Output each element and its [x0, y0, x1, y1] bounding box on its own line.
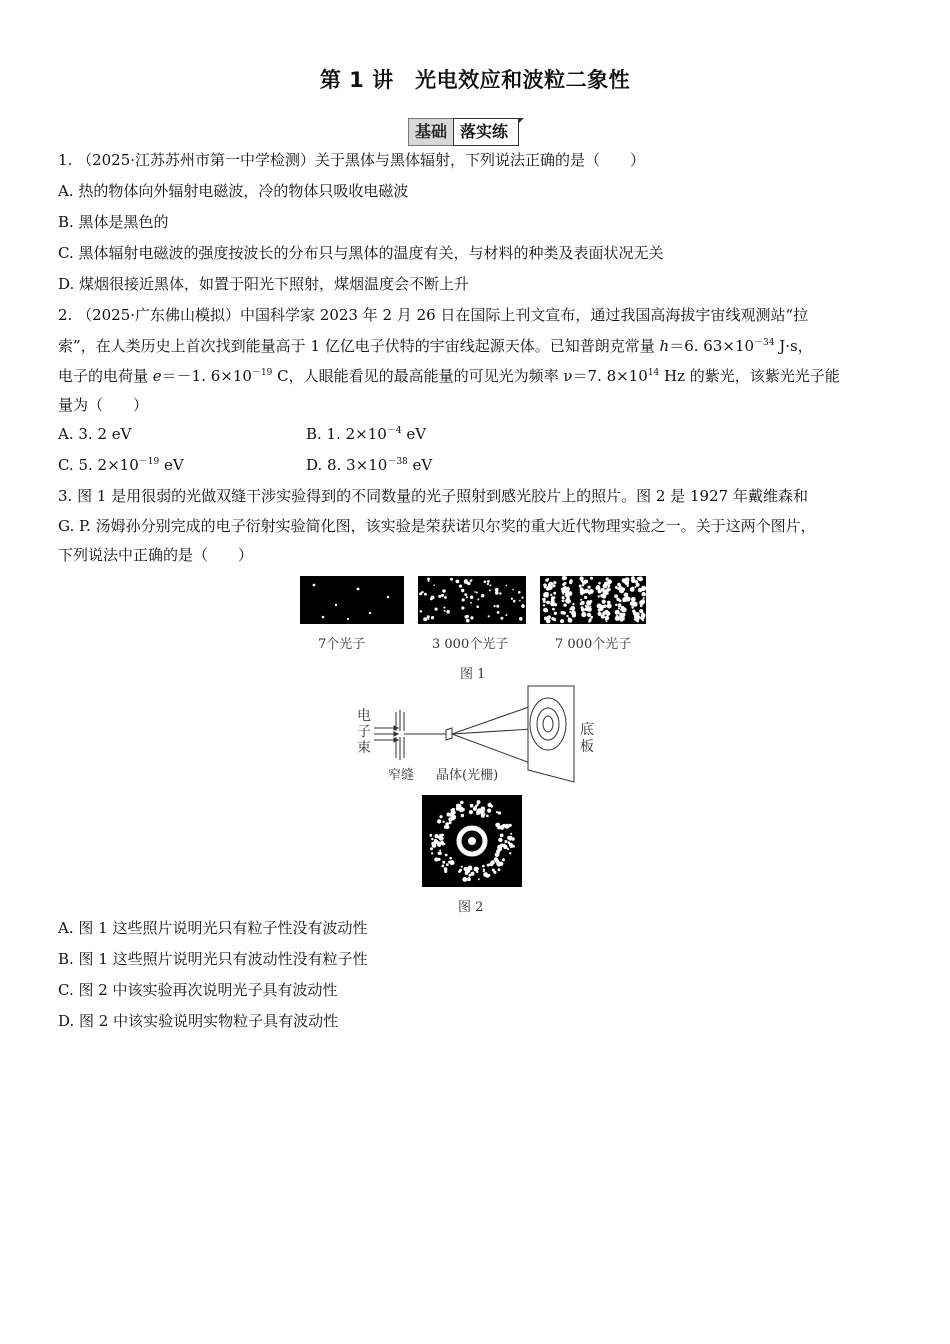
q2-option-b — [306, 424, 426, 444]
q3-line-2: G. P. 汤姆孙分别完成的电子衍射实验简化图，该实验是荣获诺贝尔奖的重大近代物理实验之一。关于这两个图片， — [58, 517, 816, 535]
q2-line3-d: Hz 的紫光，该紫光光子能 — [659, 367, 840, 385]
q2-line3-exp2: 14 — [647, 368, 660, 378]
fig2-label-slit: 窄缝 — [388, 768, 415, 783]
figure-1-photos — [298, 575, 648, 625]
fig2-beam-char-3: 束 — [357, 740, 371, 756]
q2-line3-a: 电子的电荷量 — [58, 367, 153, 385]
q2-b-base: B. 1. 2×10 — [306, 425, 387, 443]
fig2-beam-char-1: 电 — [357, 708, 371, 724]
fig2-caption: 图 2 — [458, 900, 484, 915]
q1-option-d: D. 煤烟很接近黑体，如置于阳光下照射，煤烟温度会不断上升 — [58, 275, 470, 293]
fig2-plate-char-1: 底 — [580, 722, 594, 738]
q2-line2-b: ＝6. 63×10 — [669, 337, 755, 355]
q2-line3-b: ＝－1. 6×10 — [161, 367, 252, 385]
q2-b-unit: eV — [401, 425, 427, 443]
q3-option-c: C. 图 2 中该实验再次说明光子具有波动性 — [58, 981, 338, 999]
q3-option-d: D. 图 2 中该实验说明实物粒子具有波动性 — [58, 1012, 339, 1030]
q2-c-unit: eV — [159, 456, 184, 474]
photo-7-photons — [300, 576, 404, 624]
q2-d-exp: －38 — [387, 457, 408, 467]
badge-right: 落实练 — [453, 118, 519, 146]
diffraction-ring-photo — [422, 795, 522, 887]
q2-option-c — [58, 455, 184, 475]
q3-option-b: B. 图 1 这些照片说明光只有波动性没有粒子性 — [58, 950, 368, 968]
q1-option-c: C. 黑体辐射电磁波的强度按波长的分布只与黑体的温度有关，与材料的种类及表面状况无关 — [58, 244, 664, 262]
fig1-label-7: 7个光子 — [318, 637, 366, 652]
badge-left: 基础 — [408, 118, 453, 146]
q2-d-unit: eV — [407, 456, 433, 474]
q2-line-2 — [58, 336, 813, 356]
q3-line-3: 下列说法中正确的是（ ） — [58, 546, 254, 564]
fig2-label-electron — [357, 708, 371, 756]
fig2-label-plate — [580, 722, 594, 756]
q2-line2-c: J·s， — [774, 337, 813, 355]
fig2-plate-char-2: 板 — [580, 739, 594, 755]
q2-line-3 — [58, 366, 840, 386]
charge-symbol: e — [152, 367, 162, 385]
planck-symbol: h — [659, 337, 670, 355]
section-badge — [408, 118, 519, 146]
q2-line3-exp1: －19 — [251, 368, 273, 378]
q2-line2-exp: －34 — [754, 338, 775, 348]
fig2-label-crystal: 晶体(光栅) — [436, 768, 499, 783]
q1-stem: 1. （2025·江苏苏州市第一中学检测）关于黑体与黑体辐射，下列说法正确的是（ ） — [58, 151, 646, 169]
fig1-label-7000: 7 000个光子 — [555, 637, 632, 652]
q1-option-b: B. 黑体是黑色的 — [58, 213, 169, 231]
fig1-caption: 图 1 — [460, 667, 486, 682]
page-title: 第 1 讲 光电效应和波粒二象性 — [319, 68, 631, 92]
q2-option-d — [306, 455, 432, 475]
q2-line-1: 2. （2025·广东佛山模拟）中国科学家 2023 年 2 月 26 日在国际上刊文宣布，通过我国高海拔宇宙线观测站“拉 — [58, 306, 809, 324]
fig2-beam-char-2: 子 — [357, 724, 371, 740]
q2-d-base: D. 8. 3×10 — [306, 456, 388, 474]
q2-line-4: 量为（ ） — [58, 396, 149, 414]
q2-c-exp: －19 — [138, 457, 160, 467]
q2-option-a: A. 3. 2 eV — [58, 425, 132, 443]
q3-option-a: A. 图 1 这些照片说明光只有粒子性没有波动性 — [58, 919, 368, 937]
q2-line3-c: C，人眼能看见的最高能量的可见光为频率 ν＝7. 8×10 — [272, 367, 648, 385]
q2-c-base: C. 5. 2×10 — [58, 456, 139, 474]
q3-line-1: 3. 图 1 是用很弱的光做双缝干涉实验得到的不同数量的光子照射到感光胶片上的照片。图 2 是 1927 年戴维森和 — [58, 487, 808, 505]
q2-line2-a: 索”，在人类历史上首次找到能量高于 1 亿亿电子伏特的宇宙线起源天体。已知普朗克常量 — [58, 337, 660, 355]
q2-b-exp: －4 — [386, 426, 402, 436]
fig1-label-3000: 3 000个光子 — [432, 637, 509, 652]
q1-option-a: A. 热的物体向外辐射电磁波，冷的物体只吸收电磁波 — [58, 182, 409, 200]
